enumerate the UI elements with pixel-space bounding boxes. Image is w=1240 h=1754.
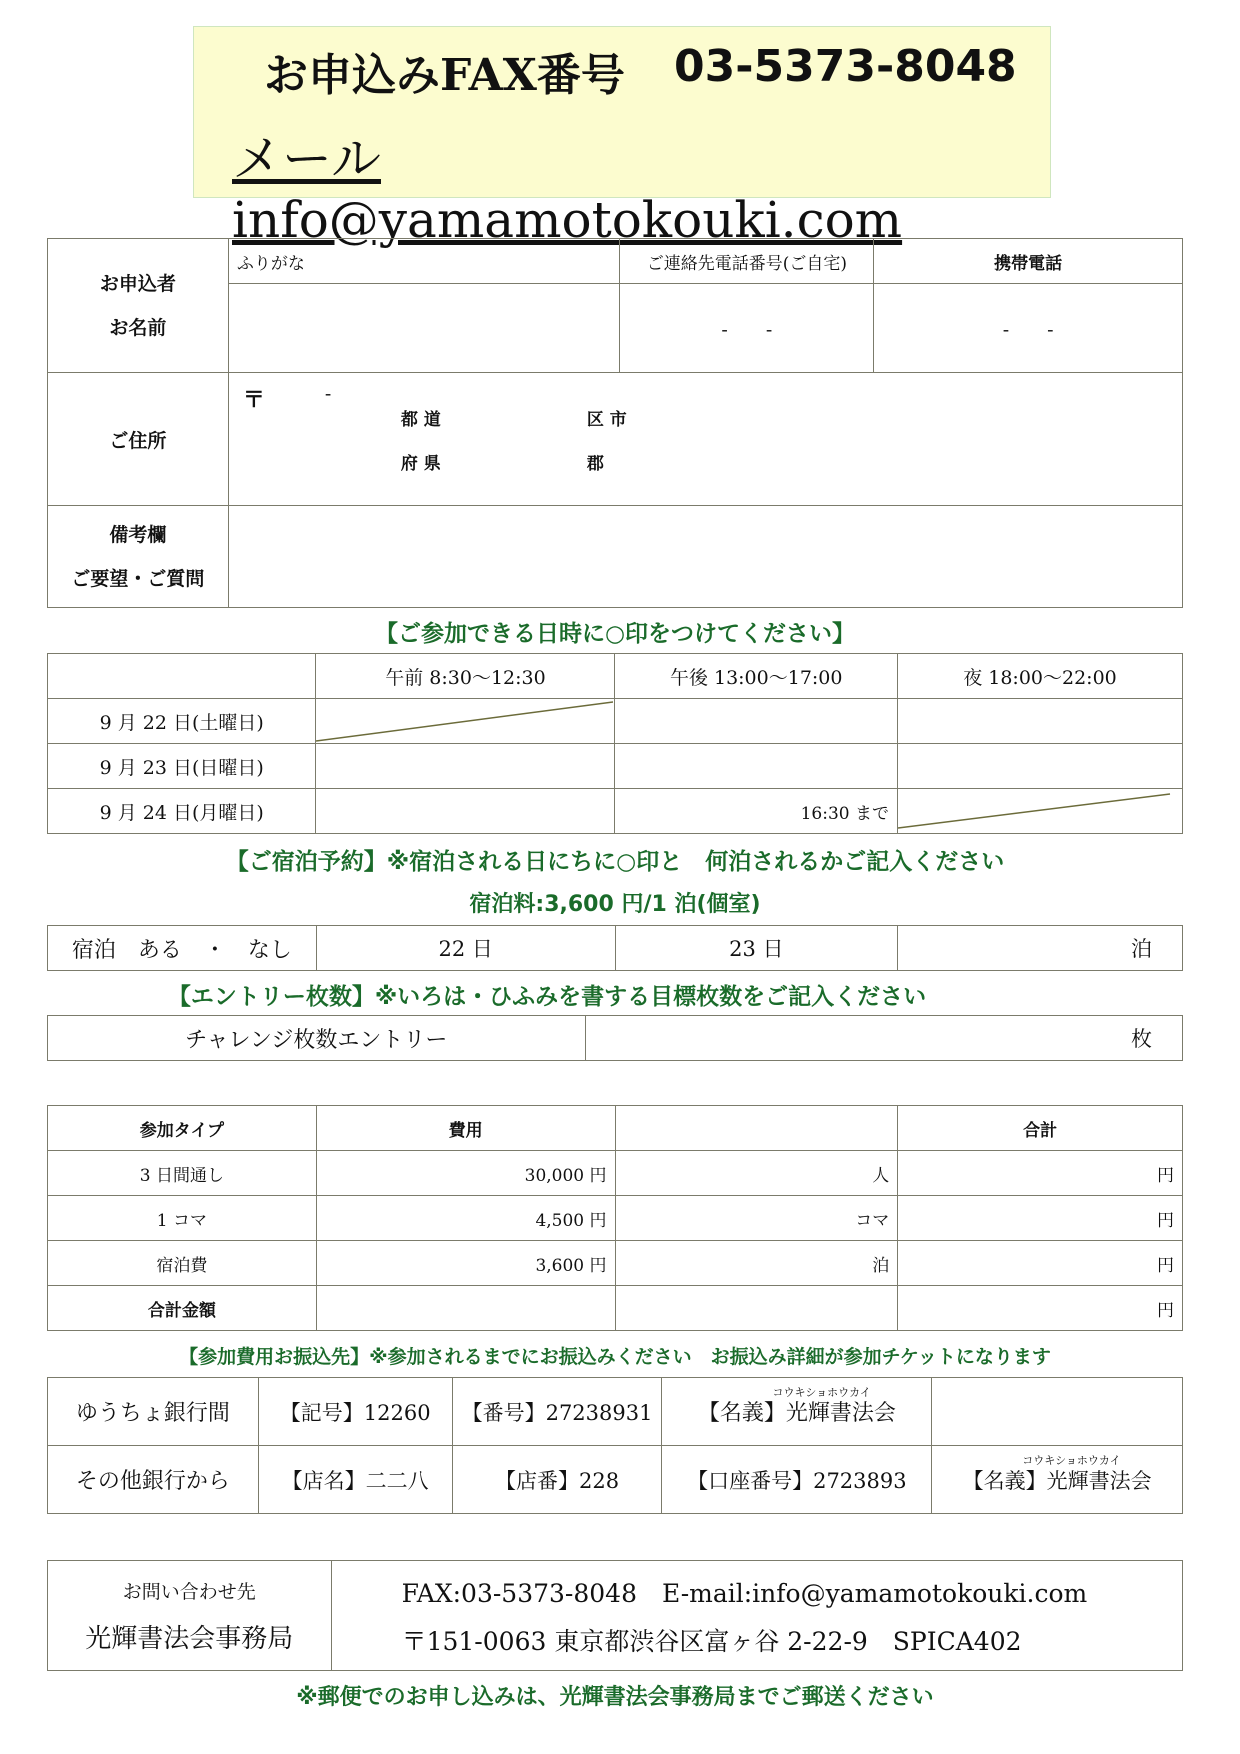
home-phone-label: ご連絡先電話番号(ご自宅) [620, 239, 874, 284]
bank-other-branch: 【店名】二二八 [258, 1446, 452, 1514]
row-day-24: 9 月 24 日(月曜日) [48, 789, 316, 834]
bank-yucho-label: ゆうちょ銀行間 [48, 1378, 259, 1446]
ruby-text: コウキショホウカイ [1022, 1454, 1121, 1467]
fee-type: 1 コマ [48, 1196, 317, 1241]
fee-cost: 30,000 円 [316, 1151, 615, 1196]
fax-label: お申込みFAX番号 [264, 50, 625, 101]
notes-field[interactable] [228, 506, 1182, 608]
fees-header-type: 参加タイプ [48, 1106, 317, 1151]
bank-yucho-symbol: 【記号】12260 [258, 1378, 452, 1446]
lodging-yes-no[interactable]: 宿泊 ある ・ なし [48, 926, 317, 971]
col-evening: 夜 18:00～22:00 [897, 654, 1182, 699]
contact-label-2: 光輝書法会事務局 [85, 1623, 294, 1654]
fee-cost [316, 1286, 615, 1331]
applicant-name-label: お申込者 お名前 [48, 239, 229, 373]
email-line[interactable]: メール info@yamamotokouki.com [232, 130, 903, 249]
lodging-day-22[interactable]: 22 日 [316, 926, 615, 971]
slot-24-morning[interactable] [316, 789, 615, 834]
fax-number: 03-5373-8048 [674, 41, 1017, 92]
bank-yucho-number: 【番号】27238931 [452, 1378, 662, 1446]
notes-label: 備考欄 ご要望・ご質問 [48, 506, 229, 608]
applicant-table [47, 238, 1183, 608]
table-row [48, 1151, 1183, 1196]
lodging-heading: 【ご宿泊予約】※宿泊される日にちに○印と 何泊されるかご記入ください [225, 849, 1005, 875]
schedule-corner [48, 654, 316, 699]
entry-heading: 【エントリー枚数】※いろは・ひふみを書する目標枚数をご記入ください [167, 984, 927, 1010]
bank-yucho-holder: コウキショホウカイ 【名義】光輝書法会 [662, 1378, 932, 1446]
diagonal-line-icon [316, 700, 613, 743]
home-phone-field[interactable]: - - [620, 284, 874, 373]
city-bottom: 郡 [586, 454, 604, 474]
footer-note: ※郵便でのお申し込みは、光輝書法会事務局までご郵送ください [296, 1685, 934, 1710]
fee-type: 合計金額 [48, 1286, 317, 1331]
fee-qty-field[interactable]: コマ [615, 1196, 898, 1241]
table-row [48, 1286, 1183, 1331]
fee-total-field[interactable]: 円 [898, 1151, 1183, 1196]
bank-yucho-empty [932, 1378, 1183, 1446]
address-label: ご住所 [48, 373, 229, 506]
contact-label [48, 1561, 332, 1671]
fees-header-total: 合計 [898, 1106, 1183, 1151]
bank-other-label: その他銀行から [48, 1446, 259, 1514]
fee-qty-field[interactable]: 泊 [615, 1241, 898, 1286]
slot-22-evening[interactable] [897, 699, 1182, 744]
slot-24-afternoon[interactable]: 16:30 まで [615, 789, 898, 834]
fees-table [47, 1105, 1183, 1331]
lodging-day-23[interactable]: 23 日 [615, 926, 898, 971]
contact-details [331, 1561, 1182, 1671]
slot-24-evening-disabled [897, 789, 1182, 834]
address-field[interactable] [228, 373, 1182, 506]
fees-header-cost: 費用 [316, 1106, 615, 1151]
fees-header-qty [615, 1106, 898, 1151]
contact-line-2: 〒151-0063 東京都渋谷区富ヶ谷 2-22-9 SPICA402 [401, 1626, 1022, 1656]
slot-23-morning[interactable] [316, 744, 615, 789]
fee-grand-total-field[interactable]: 円 [898, 1286, 1183, 1331]
row-day-23: 9 月 23 日(日曜日) [48, 744, 316, 789]
ruby-text: コウキショホウカイ [772, 1386, 871, 1399]
city-top: 区 市 [586, 410, 627, 430]
fee-cost: 3,600 円 [316, 1241, 615, 1286]
bank-other-holder: コウキショホウカイ 【名義】光輝書法会 [932, 1446, 1183, 1514]
lodging-fee: 宿泊料:3,600 円/1 泊(個室) [469, 892, 761, 917]
bank-other-branch-no: 【店番】228 [452, 1446, 662, 1514]
furigana-label: ふりがな [228, 239, 620, 284]
contact-line-1[interactable]: FAX:03-5373-8048 E-mail:info@yamamotokouki.com [401, 1578, 1088, 1608]
row-day-22: 9 月 22 日(土曜日) [48, 699, 316, 744]
fax-header-box [193, 26, 1051, 249]
slot-23-evening[interactable] [897, 744, 1182, 789]
bank-heading: 【参加費用お振込先】※参加されるまでにお振込みください お振込み詳細が参加チケットになります [179, 1346, 1051, 1368]
fee-qty-field [615, 1286, 898, 1331]
schedule-table [47, 653, 1183, 834]
table-row [48, 1196, 1183, 1241]
fee-qty-field[interactable]: 人 [615, 1151, 898, 1196]
bank-table [47, 1377, 1183, 1514]
col-morning: 午前 8:30～12:30 [316, 654, 615, 699]
fee-total-field[interactable]: 円 [898, 1241, 1183, 1286]
fee-type: 3 日間通し [48, 1151, 317, 1196]
prefecture-top: 都 道 [400, 410, 441, 430]
mobile-phone-field[interactable]: - - [874, 284, 1183, 373]
table-row [48, 1241, 1183, 1286]
fee-cost: 4,500 円 [316, 1196, 615, 1241]
bank-other-account: 【口座番号】2723893 [662, 1446, 932, 1514]
schedule-heading: 【ご参加できる日時に○印をつけてください】 [374, 621, 856, 647]
slot-22-afternoon[interactable] [615, 699, 898, 744]
col-afternoon: 午後 13:00～17:00 [615, 654, 898, 699]
fee-type: 宿泊費 [48, 1241, 317, 1286]
entry-table [47, 1015, 1183, 1061]
slot-23-afternoon[interactable] [615, 744, 898, 789]
lodging-table [47, 925, 1183, 971]
mobile-phone-label: 携帯電話 [874, 239, 1183, 284]
prefecture-bottom: 府 県 [400, 454, 441, 474]
entry-label: チャレンジ枚数エントリー [48, 1016, 586, 1061]
slot-22-morning-disabled [316, 699, 615, 744]
lodging-nights[interactable]: 泊 [898, 926, 1183, 971]
entry-count-field[interactable]: 枚 [585, 1016, 1182, 1061]
diagonal-line-icon [898, 790, 1181, 833]
postal-dash: - [324, 383, 332, 405]
fee-total-field[interactable]: 円 [898, 1196, 1183, 1241]
contact-label-1: お問い合わせ先 [122, 1580, 256, 1603]
contact-table [47, 1560, 1183, 1671]
name-field[interactable] [228, 284, 620, 373]
postal-mark: 〒 [242, 387, 265, 413]
